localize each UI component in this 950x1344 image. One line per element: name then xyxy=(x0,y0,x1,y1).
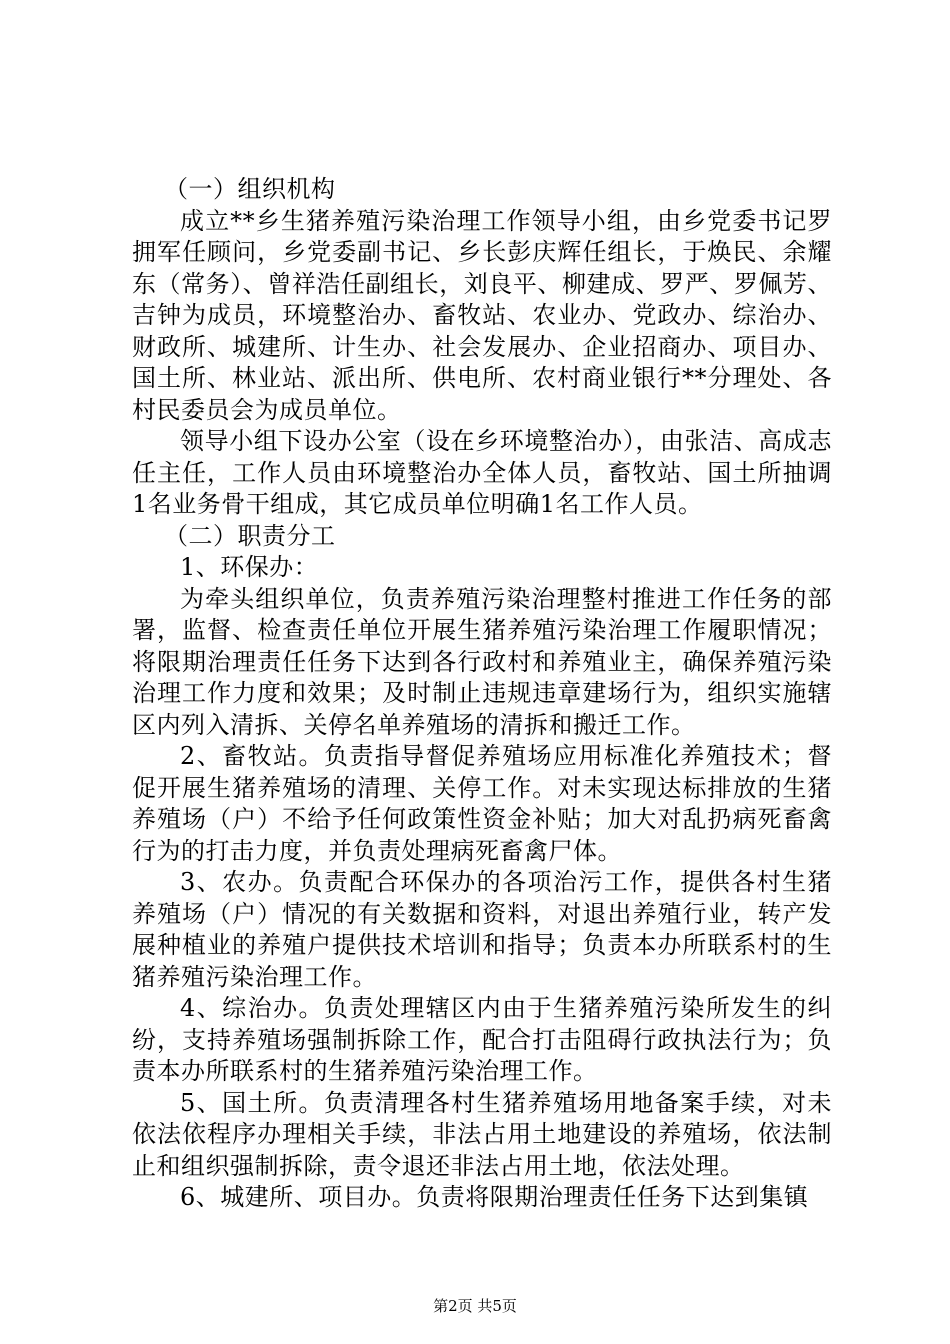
paragraph-item-2: 2、畜牧站。负责指导督促养殖场应用标准化养殖技术；督促开展生猪养殖场的清理、关停工作。对未实现达标排放的生猪养殖场（户）不给予任何政策性资金补贴；加大对乱扔病死畜禽行为的打击力度，并负责处理病死畜禽尸体。 xyxy=(132,742,832,865)
page-number-footer: 第2页 共5页 xyxy=(433,1297,517,1315)
paragraph-item-1-title: 1、环保办： xyxy=(180,553,319,581)
document-body xyxy=(132,174,832,1214)
paragraph-leading-group: 成立**乡生猪养殖污染治理工作领导小组，由乡党委书记罗拥军任顾问，乡党委副书记、乡长彭庆辉任组长，于焕民、余耀东（常务）、曾祥浩任副组长，刘良平、柳建成、罗严、罗佩芳、吉钟为成员，环境整治办、畜牧站、农业办、党政办、综治办、财政所、城建所、计生办、社会发展办、企业招商办、项目办、国土所、林业站、派出所、供电所、农村商业银行**分理处、各村民委员会为成员单位。 xyxy=(132,206,832,424)
paragraph-item-5: 5、国土所。负责清理各村生猪养殖场用地备案手续，对未依法依程序办理相关手续，非法占用土地建设的养殖场，依法制止和组织强制拆除，责令退还非法占用土地，依法处理。 xyxy=(132,1088,832,1180)
paragraph-item-4: 4、综治办。负责处理辖区内由于生猪养殖污染所发生的纠纷，支持养殖场强制拆除工作，配合打击阻碍行政执法行为；负责本办所联系村的生猪养殖污染治理工作。 xyxy=(132,994,832,1085)
paragraph-item-1-body: 为牵头组织单位，负责养殖污染治理整村推进工作任务的部署，监督、检查责任单位开展生猪养殖污染治理工作履职情况；将限期治理责任任务下达到各行政村和养殖业主，确保养殖污染治理工作力度和效果；及时制止违规违章建场行为，组织实施辖区内列入清拆、关停名单养殖场的清拆和搬迁工作。 xyxy=(132,584,832,739)
section-heading-organization: （一）组织机构 xyxy=(164,175,336,203)
paragraph-item-3: 3、农办。负责配合环保办的各项治污工作，提供各村生猪养殖场（户）情况的有关数据和资料，对退出养殖行业，转产发展种植业的养殖户提供技术培训和指导；负责本办所联系村的生猪养殖污染治理工作。 xyxy=(132,868,832,991)
paragraph-office: 领导小组下设办公室（设在乡环境整治办），由张洁、高成志任主任，工作人员由环境整治办全体人员，畜牧站、国土所抽调1名业务骨干组成，其它成员单位明确1名工作人员。 xyxy=(132,427,832,518)
section-heading-duties: （二）职责分工 xyxy=(164,521,336,550)
paragraph-item-6: 6、城建所、项目办。负责将限期治理责任任务下达到集镇 xyxy=(180,1183,809,1211)
